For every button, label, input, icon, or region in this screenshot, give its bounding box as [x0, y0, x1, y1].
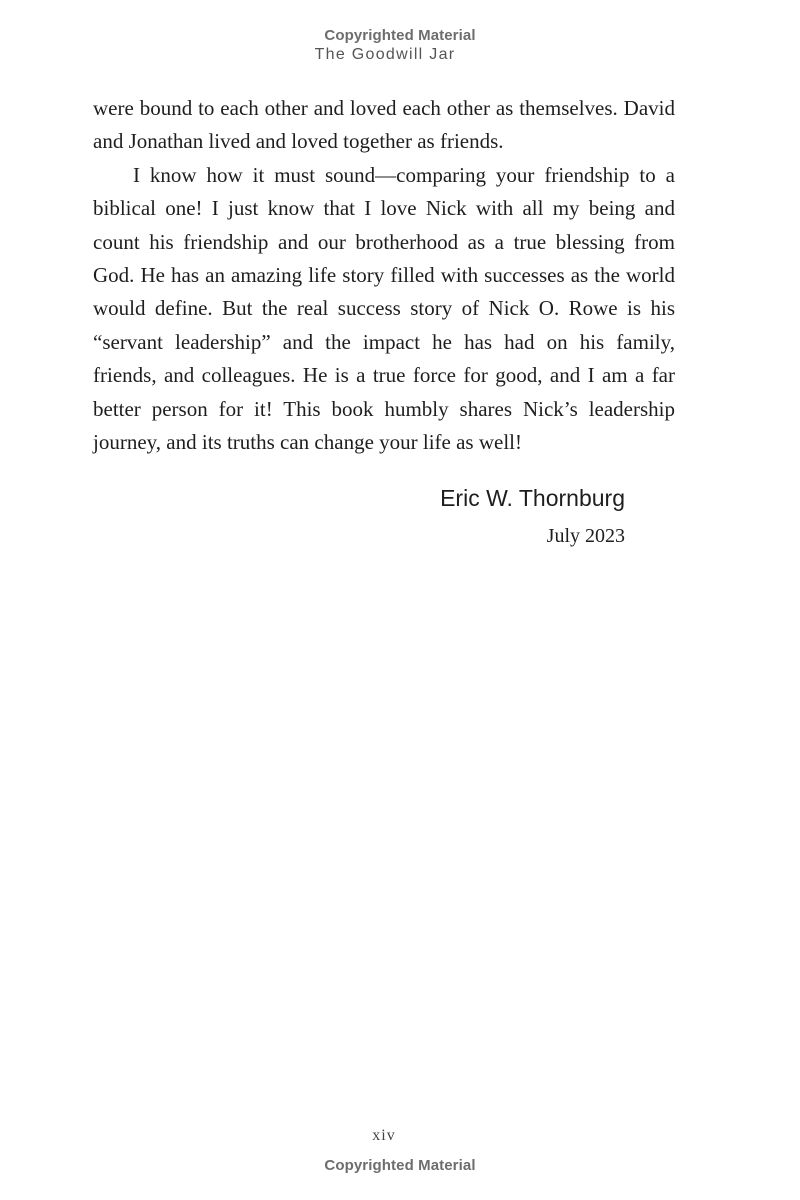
body-text — [93, 92, 675, 459]
copyright-watermark-top: Copyrighted Material — [324, 27, 476, 44]
signature-name: Eric W. Thornburg — [440, 485, 625, 511]
running-head: The Goodwill Jar — [314, 46, 456, 63]
paragraph: I know how it must sound—comparing your friendship to a biblical one! I just know that I love Nick with all my being and count his friendship and our brotherhood as a true blessing from God. He has an amazing life story filled with successes as the world would define. But the real success story of Nick O. Rowe is his “servant leadership” and the impact he has had on his family, friends, and colleagues. He is a true force for good, and I am a far better person for it! This book humbly shares Nick’s leadership journey, and its truths can change your life as well! — [93, 162, 675, 455]
paragraph: were bound to each other and loved each other as themselves. David and Jonathan lived and loved together as friends. — [93, 96, 675, 154]
copyright-watermark-bottom: Copyrighted Material — [324, 1157, 476, 1174]
signature-date: July 2023 — [546, 525, 625, 547]
page-number: xiv — [372, 1127, 396, 1144]
